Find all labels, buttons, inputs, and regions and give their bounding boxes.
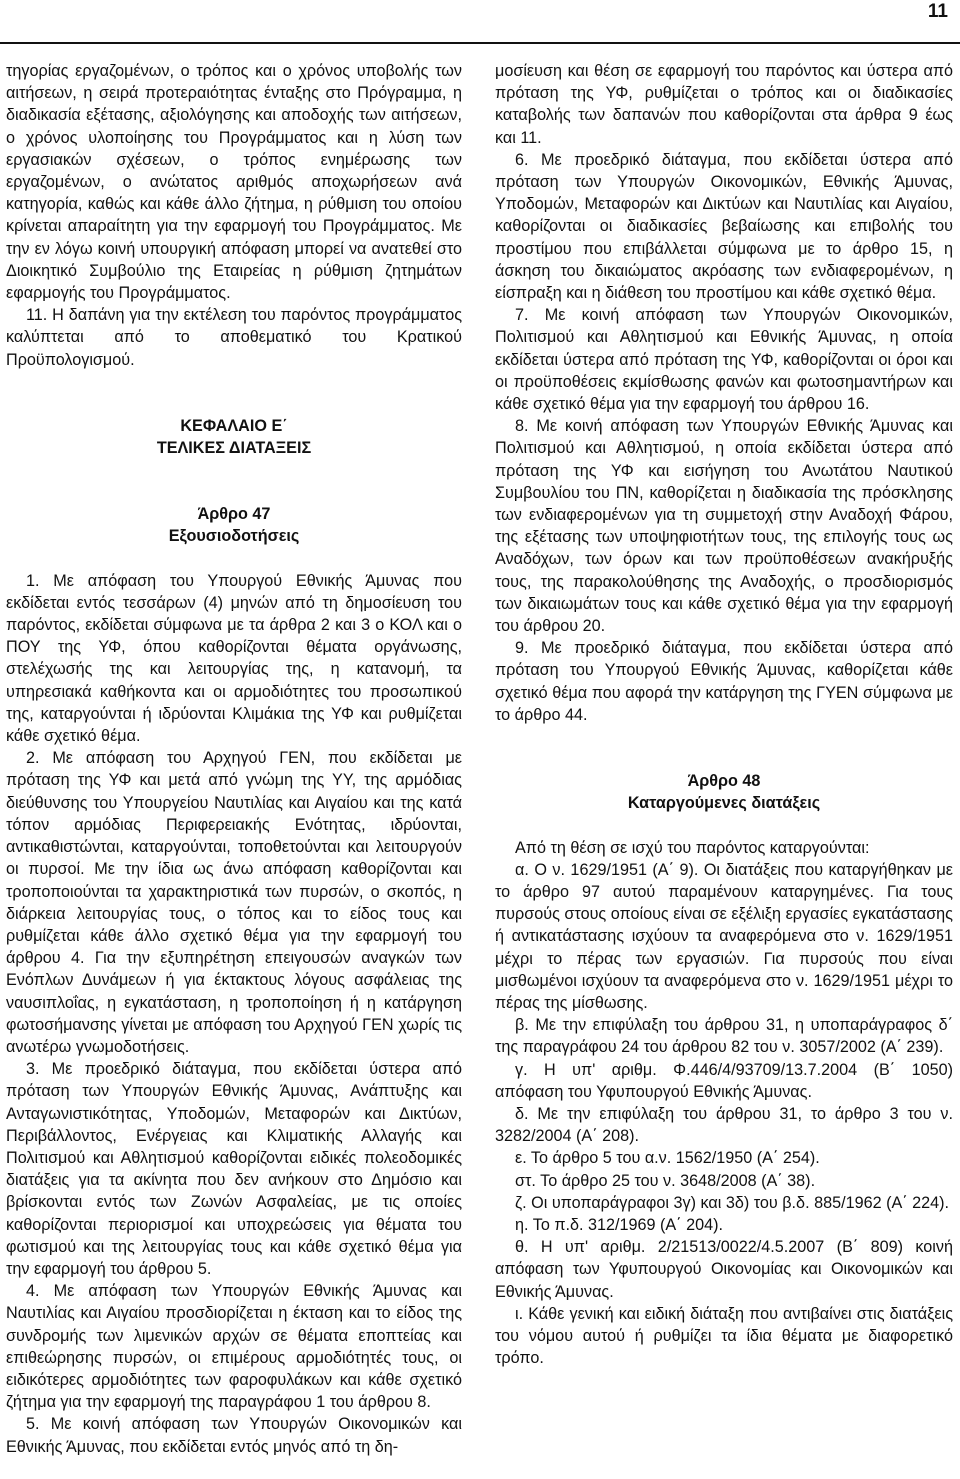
paragraph: ζ. Οι υποπαράγραφοι 3γ) και 3δ) του β.δ. 885/1962 (Α΄ 224). — [515, 1193, 950, 1212]
paragraph: γ. Η υπ' αριθμ. Φ.446/4/93709/13.7.2004 (Β΄ 1050) απόφαση του Υφυπουργού Εθνικής Άμυνας. — [495, 1060, 953, 1101]
article-label: Άρθρο 48 — [687, 772, 761, 791]
paragraph: Από τη θέση σε ισχύ του παρόντος καταργούνται: — [515, 838, 870, 857]
spacer — [6, 371, 462, 415]
paragraph: 6. Με προεδρικό διάταγμα, που εκδίδεται ύστερα από πρόταση των Υπουργών Οικονομικών, Εθνικής Άμυνας, Υποδομών, Μεταφορών και Δικτύων και Ναυτιλίας και Αιγαίου, καθορίζονται οι διαδικασίες βεβαίωσης και επιβολής του προστίμου που επιβάλλεται σύμφωνα με το άρθρο 15, η άσκηση του δικαιώματος ακρόασης των ενδιαφερομένων, η είσπραξη και η διάθεση του προστίμου και κάθε σχετικό θέμα. — [495, 150, 953, 303]
spacer — [6, 459, 462, 503]
article-label: Άρθρο 47 — [197, 505, 271, 524]
chapter-title: ΤΕΛΙΚΕΣ ΔΙΑΤΑΞΕΙΣ — [156, 439, 312, 458]
left-column — [6, 60, 462, 1458]
paragraph: 8. Με κοινή απόφαση των Υπουργών Εθνικής Άμυνας και Πολιτισμού και Αθλητισμού, η οποία εκδίδεται ύστερα από πρόταση της ΥΦ και εισήγηση του Ανωτάτου Ναυτικού Συμβουλίου του ΠΝ, καθορίζεται η διαδικασία της πρόσκλησης των ενδιαφερομένων για τη συμμετοχή στην Αναδοχή Φάρου, της εξέτασης των υποψηφιοτήτων τους, της επιλογής τους ως Αναδόχων, των όρων και των προϋποθέσεων ανακήρυξής τους, της παρακολούθησης της Αναδοχής, ο προσδιορισμός των δικαιωμάτων τους και κάθε σχετικό θέμα για την εφαρμογή του άρθρου 20. — [495, 417, 953, 636]
paragraph: 11. Η δαπάνη για την εκτέλεση του παρόντος προγράμματος καλύπτεται από το αποθεματικό του Κρατικού Προϋπολογισμού. — [6, 306, 462, 369]
article-heading — [495, 770, 953, 814]
paragraph: 1. Με απόφαση του Υπουργού Εθνικής Άμυνας που εκδίδεται εντός τεσσάρων (4) μηνών από τη δημοσίευση του παρόντος, εκδίδεται σύμφωνα με τα άρθρα 2 και 3 ο ΚΟΛ και ο ΠΟΥ της ΥΦ, όπου καθορίζονται θέματα οργάνωσης, στελέχωσής της και λειτουργίας της, η κατανομή, τα υπηρεσιακά καθήκοντα και οι αρμοδιότητες του προσωπικού της, καταργούνται ή ιδρύονται Κλιμάκια της ΥΦ και ρυθμίζεται κάθε σχετικό θέμα. — [6, 571, 462, 746]
paragraph: 5. Με κοινή απόφαση των Υπουργών Οικονομικών και Εθνικής Άμυνας, που εκδίδεται εντός μηνός από τη δη- — [6, 1415, 462, 1456]
paragraph: 9. Με προεδρικό διάταγμα, που εκδίδεται ύστερα από πρόταση του Υπουργού Εθνικής Άμυνας, καθορίζεται κάθε σχετικό θέμα που αφορά την κατάργηση της ΓΥΕΝ σύμφωνα με το άρθρο 44. — [495, 639, 953, 724]
page-number: 11 — [927, 1, 948, 22]
paragraph: 3. Με προεδρικό διάταγμα, που εκδίδεται ύστερα από πρόταση των Υπουργών Εθνικής Άμυνας, Ανάπτυξης και Ανταγωνιστικότητας, Υποδομών, Μεταφορών και Δικτύων, Περιβάλλοντος, Ενέργειας και Κλιματικής Αλλαγής και Πολιτισμού και Αθλητισμού καθορίζονται ειδικές πολεοδομικές διατάξεις για τα ακίνητα που δεν ανήκουν στο Δημόσιο και βρίσκονται εντός των Ζωνών Ασφαλείας, με τις οποίες καθορίζονται περιορισμοί και υποχρεώσεις για θέματα του φωτισμού και της λειτουργίας τους και κάθε σχετικό θέμα για την εφαρμογή του άρθρου 5. — [6, 1060, 462, 1278]
paragraph: ε. Το άρθρο 5 του α.ν. 1562/1950 (Α΄ 254). — [515, 1149, 820, 1168]
chapter-label: ΚΕΦΑΛΑΙΟ Ε΄ — [180, 416, 288, 435]
chapter-heading — [6, 415, 462, 459]
spacer — [495, 726, 953, 770]
paragraph: ι. Κάθε γενική και ειδική διάταξη που αντιβαίνει στις διατάξεις του νόμου αυτού ή ρυθμίζει τα ίδια θέματα με διαφορετικό τρόπο. — [495, 1304, 953, 1368]
paragraph: η. Το π.δ. 312/1969 (Α΄ 204). — [515, 1215, 723, 1234]
paragraph: δ. Με την επιφύλαξη του άρθρου 31, το άρθρο 3 του ν. 3282/2004 (Α΄ 208). — [495, 1104, 953, 1146]
paragraph: στ. Το άρθρο 25 του ν. 3648/2008 (Α΄ 38). — [515, 1171, 816, 1190]
paragraph: β. Με την επιφύλαξη του άρθρου 31, η υποπαράγραφος δ΄ της παραγράφου 24 του άρθρου 82 του ν. 3057/2002 (Α΄ 239). — [495, 1016, 953, 1057]
spacer — [6, 548, 462, 570]
paragraph: τηγορίας εργαζομένων, ο τρόπος και ο χρόνος υποβολής των αιτήσεων, η σειρά προτεραιότητας ένταξης στο Πρόγραμμα, η διαδικασία εξέτασης, αξιολόγησης και αποδοχής των αιτήσεων, ο χρόνος υλοποίησης του Προγράμματος και η λύση των εργασιακών σχέσεων, ο τρόπος ενημέρωσης των εργαζομένων, ο ανώτατος αριθμός αποχωρήσεων ανά κατηγορία, καθώς και κάθε άλλο ζήτημα, η ρύθμιση του οποίου κρίνεται απαραίτητη για την εφαρμογή του Προγράμματος. Με την εν λόγω κοινή υπουργική απόφαση μπορεί να ανατεθεί στο Διοικητικό Συμβούλιο της Εταιρείας η ρύθμιση ζητημάτων εφαρμογής του Προγράμματος. — [6, 62, 462, 303]
paragraph: μοσίευση και θέση σε εφαρμογή του παρόντος και ύστερα από πρόταση της ΥΦ, ρυθμίζεται ο τρόπος και οι διαδικασίες καταβολής των δαπανών που καθορίζονται στα άρθρα 9 έως και 11. — [495, 62, 953, 147]
article-title: Εξουσιοδοτήσεις — [168, 527, 300, 546]
paragraph: 2. Με απόφαση του Αρχηγού ΓΕΝ, που εκδίδεται με πρόταση της ΥΦ και μετά από γνώμη της ΥΥ, της αρμόδιας διεύθυνσης του Υπουργείου Ναυτιλίας και Αιγαίου και της κατά τόπον αρμόδιας Περιφερειακής Ενότητας, ιδρύονται, αντικαθιστώνται, καταργούνται, τοποθετούνται και λειτουργούν οι πυρσοί. Με την ίδια ως άνω απόφαση καθορίζονται και τροποποιούνται τα χαρακτηριστικά των πυρσών, ο σκοπός, η διάρκεια λειτουργίας τους, ο τόπος και το είδος τους και ρυθμίζεται κάθε άλλο σχετικό θέμα για την εφαρμογή του άρθρου 4. Για την εξυπηρέτηση επειγουσών αναγκών των Ενόπλων Δυνάμεων ή για έκτακτους λόγους ασφάλειας της ναυσιπλοΐας, η εγκατάσταση, η τροποποίηση ή η κατάργηση φωτοσήμανσης γίνεται με απόφαση του Αρχηγού ΓΕΝ χωρίς τις ανωτέρω γνωμοδοτήσεις. — [6, 749, 462, 1056]
page-header-rule — [0, 0, 960, 44]
spacer — [495, 815, 953, 837]
paragraph: α. Ο ν. 1629/1951 (Α΄ 9). Οι διατάξεις που καταργήθηκαν με το άρθρο 97 αυτού παραμένουν καταργημένες. Για τους πυρσούς στους οποίους είναι σε εξέλιξη εργασίες εγκατάστασης ή αντικατάστασης ισχύουν τα αναφερόμενα στο ν. 1629/1951 μέχρι το πέρας των εργασιών. Για πυρσούς που είναι μισθωμένοι ισχύουν τα αναφερόμενα στο ν. 1629/1951 μέχρι το πέρας της μίσθωσης. — [495, 860, 953, 1012]
paragraph: 4. Με απόφαση των Υπουργών Εθνικής Άμυνας και Ναυτιλίας και Αιγαίου προσδιορίζεται η έκταση και το είδος της συνδρομής των λιμενικών αρχών σε θέματα εποπτείας και επιθεώρησης πυρσών, οι επιμέρους αρμοδιότητές τους, οι ειδικότερες αρμοδιότητες των φαροφυλάκων και κάθε σχετικό ζήτημα για την εφαρμογή της παραγράφου 1 του άρθρου 8. — [6, 1282, 462, 1412]
article-title: Καταργούμενες διατάξεις — [627, 794, 821, 813]
paragraph: θ. Η υπ' αριθμ. 2/21513/0022/4.5.2007 (Β΄ 809) κοινή απόφαση των Υφυπουργού Οικονομίας και Οικονομικών και Εθνικής Άμυνας. — [495, 1238, 953, 1301]
paragraph: 7. Με κοινή απόφαση των Υπουργών Οικονομικών, Πολιτισμού και Αθλητισμού και Εθνικής Άμυνας, η οποία εκδίδεται ύστερα από πρόταση της ΥΦ, καθορίζονται οι όροι και οι προϋποθέσεις εκμίσθωσης φανών και φωτοσημαντήρων και κάθε σχετικό θέμα για την εφαρμογή του άρθρου 16. — [495, 306, 953, 414]
article-heading — [6, 503, 462, 547]
right-column — [495, 60, 953, 1369]
